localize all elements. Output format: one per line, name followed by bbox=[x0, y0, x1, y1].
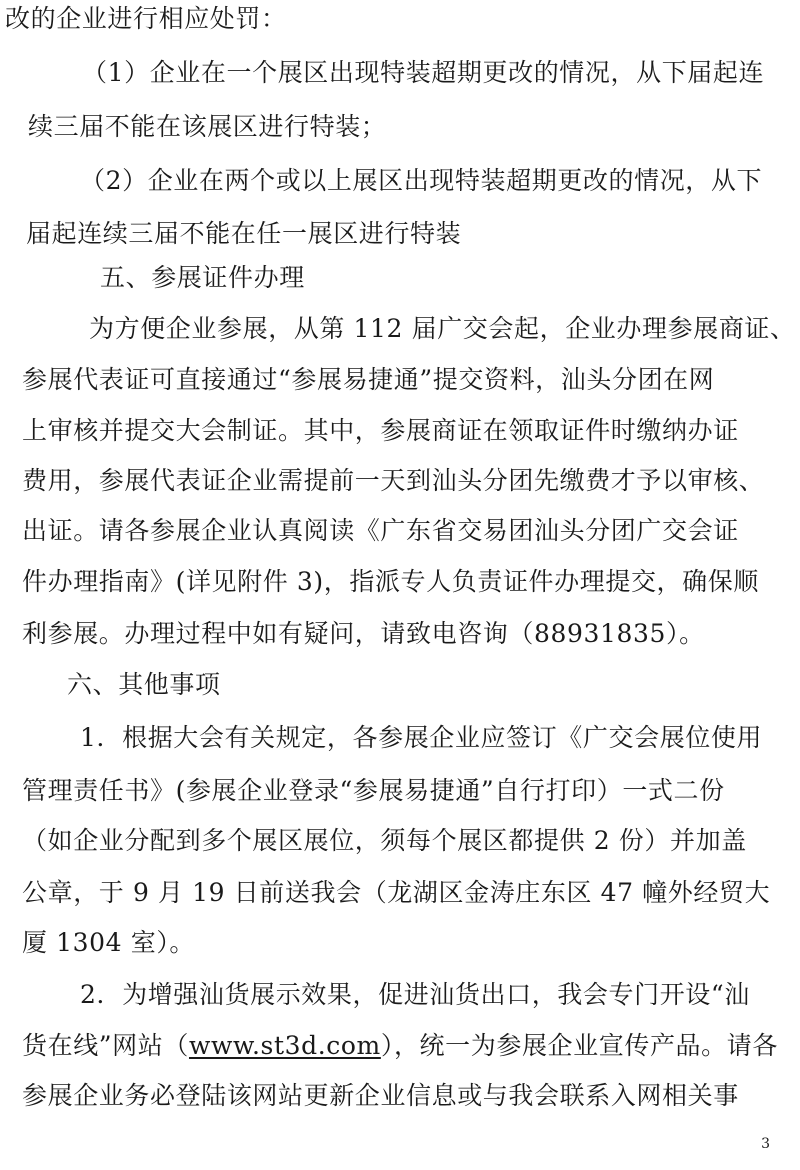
text-line: 续三届不能在该展区进行特装； bbox=[28, 112, 387, 141]
text-segment: 货在线”网站（ bbox=[22, 1031, 189, 1060]
text-line bbox=[22, 1031, 800, 1061]
text-line: （1）企业在一个展区出现特装超期更改的情况，从下届起连 bbox=[82, 58, 765, 87]
text-line: 1．根据大会有关规定，各参展企业应签订《广交会展位使用 bbox=[80, 723, 763, 752]
text-line: 管理责任书》(参展企业登录“参展易捷通”自行打印）一式二份 bbox=[22, 776, 725, 805]
text-line: 利参展。办理过程中如有疑问，请致电咨询（88931835）。 bbox=[22, 619, 705, 648]
text-line: 厦 1304 室）。 bbox=[22, 928, 196, 957]
text-line: 届起连续三届不能在任一展区进行特装 bbox=[26, 219, 462, 248]
website-link[interactable]: www.st3d.com bbox=[188, 1031, 381, 1060]
text-line: 件办理指南》(详见附件 3)，指派专人负责证件办理提交，确保顺 bbox=[22, 567, 759, 596]
text-line: 2．为增强汕货展示效果，促进汕货出口，我会专门开设“汕 bbox=[80, 980, 750, 1009]
text-segment: ），统一为参展企业宣传产品。请各 bbox=[380, 1031, 778, 1060]
text-line: 参展代表证可直接通过“参展易捷通”提交资料，汕头分团在网 bbox=[22, 365, 715, 394]
text-line: （如企业分配到多个展区展位，须每个展区都提供 2 份）并加盖 bbox=[22, 826, 747, 855]
text-line: 出证。请各参展企业认真阅读《广东省交易团汕头分团广交会证 bbox=[22, 516, 739, 545]
text-line: 改的企业进行相应处罚： bbox=[5, 4, 287, 33]
text-line: 公章，于 9 月 19 日前送我会（龙湖区金涛庄东区 47 幢外经贸大 bbox=[22, 878, 771, 907]
text-line: 为方便企业参展，从第 112 届广交会起，企业办理参展商证、 bbox=[89, 314, 796, 343]
text-line: 上审核并提交大会制证。其中，参展商证在领取证件时缴纳办证 bbox=[22, 416, 739, 445]
page-number: 3 bbox=[761, 1136, 770, 1152]
text-line: 参展企业务必登陆该网站更新企业信息或与我会联系入网相关事 bbox=[22, 1081, 739, 1110]
section-heading: 五、参展证件办理 bbox=[100, 263, 305, 292]
section-heading: 六、其他事项 bbox=[67, 670, 221, 699]
text-line: 费用，参展代表证企业需提前一天到汕头分团先缴费才予以审核、 bbox=[22, 466, 765, 495]
text-line: （2）企业在两个或以上展区出现特装超期更改的情况，从下 bbox=[80, 166, 763, 195]
